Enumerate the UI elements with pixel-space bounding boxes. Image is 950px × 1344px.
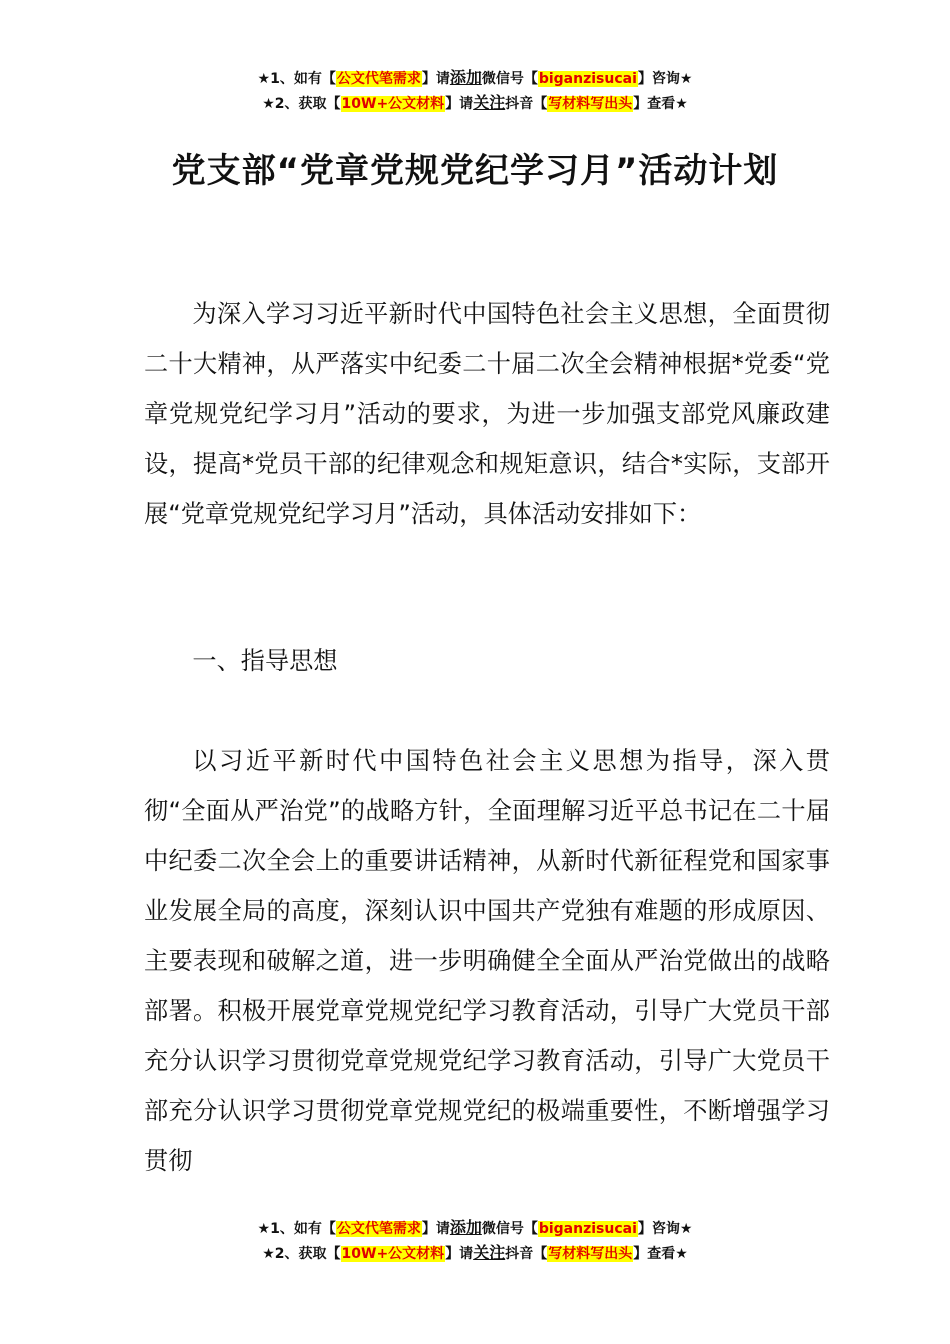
promo-line-2 [0,91,950,116]
promo-text: 】请 [421,71,450,87]
promo-highlight: 公文代笔需求 [336,71,421,87]
promo-line-1 [0,66,950,91]
promo-banner-bottom [0,1216,950,1266]
promo-highlight: 写材料写出头 [548,96,633,112]
promo-text: 微信号【 [481,71,538,87]
promo-highlight: 写材料写出头 [548,1246,633,1262]
promo-text: 】查看★ [633,96,688,112]
promo-emphasis: 关注 [473,93,506,112]
promo-text: 】请 [445,1246,474,1262]
document-title: 党支部“党章党规党纪学习月”活动计划 [171,151,779,191]
promo-highlight: biganzisucai [538,71,637,87]
promo-highlight: 公文代笔需求 [336,1221,421,1237]
section-heading: 一、指导思想 [192,647,338,675]
section-body-block [144,736,830,1186]
promo-text: 抖音【 [505,1246,548,1262]
promo-text: ★1、如有【 [257,71,336,87]
section-paragraph: 以习近平新时代中国特色社会主义思想为指导，深入贯彻“全面从严治党”的战略方针，全面理解习近平总书记在二十届中纪委二次全会上的重要讲话精神，从新时代新征程党和国家事业发展全局的高度，深刻认识中国共产党独有难题的形成原因、主要表现和破解之道，进一步明确健全全面从严治党做出的战略部署。积极开展党章党规党纪学习教育活动，引导广大党员干部充分认识学习贯彻党章党规党纪学习教育活动，引导广大党员干部充分认识学习贯彻党章党规党纪的极端重要性，不断增强学习贯彻 [144,747,830,1175]
promo-text: 抖音【 [505,96,548,112]
promo-text: ★2、获取【 [262,1246,341,1262]
promo-line-1 [0,1216,950,1241]
promo-highlight: 10W+公文材料 [341,96,445,112]
intro-paragraph: 为深入学习习近平新时代中国特色社会主义思想，全面贯彻二十大精神，从严落实中纪委二十届二次全会精神根据*党委“党章党规党纪学习月”活动的要求，为进一步加强支部党风廉政建设，提高*党员干部的纪律观念和规矩意识，结合*实际，支部开展“党章党规党纪学习月”活动，具体活动安排如下： [144,300,830,528]
promo-line-2 [0,1241,950,1266]
promo-highlight: 10W+公文材料 [341,1246,445,1262]
section-heading-block [144,636,830,686]
promo-text: ★2、获取【 [262,96,341,112]
promo-text: 】查看★ [633,1246,688,1262]
promo-emphasis: 关注 [473,1243,506,1262]
promo-text: 】咨询★ [637,1221,693,1237]
promo-emphasis: 添加 [449,1218,482,1237]
promo-text: ★1、如有【 [257,1221,336,1237]
promo-text: 微信号【 [481,1221,538,1237]
promo-text: 】请 [421,1221,450,1237]
promo-emphasis: 添加 [449,68,482,87]
promo-text: 】咨询★ [637,71,693,87]
intro-section [144,289,830,539]
promo-text: 】请 [445,96,474,112]
promo-banner-top [0,66,950,116]
promo-highlight: biganzisucai [538,1221,637,1237]
